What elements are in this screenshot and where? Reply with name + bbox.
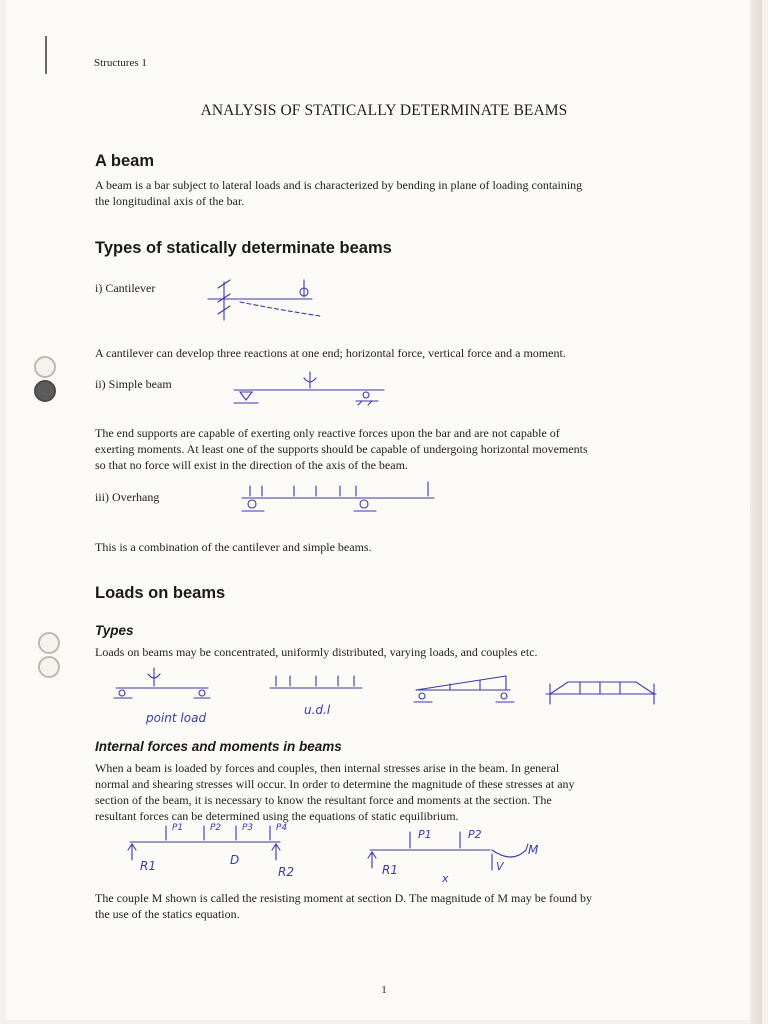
label-p1: P1 bbox=[172, 823, 184, 833]
paragraph-line: the longitudinal axis of the bar. bbox=[95, 194, 245, 208]
simple-beam-sketch bbox=[228, 368, 388, 413]
paragraph-line: This is a combination of the cantilever and simple beams. bbox=[95, 540, 372, 554]
label-m: M bbox=[528, 843, 539, 857]
label-cantilever: i) Cantilever bbox=[95, 281, 156, 295]
paragraph-line: section of the beam, it is necessary to know the resultant force and moments at the section. The bbox=[95, 793, 552, 807]
overhang-sketch bbox=[236, 478, 441, 523]
label-p3: P3 bbox=[242, 823, 254, 833]
cantilever-sketch bbox=[200, 272, 330, 327]
label-right-p2: P2 bbox=[468, 828, 482, 841]
internal-forces-sketch bbox=[120, 820, 590, 890]
paragraph-line: A beam is a bar subject to lateral loads and is characterized by bending in plane of loading containing bbox=[95, 178, 583, 192]
paragraph-line: exerting moments. At least one of the supports should be capable of undergoing horizontal movements bbox=[95, 442, 588, 456]
paragraph-line: the use of the statics equation. bbox=[95, 907, 240, 921]
paragraph-line: resultant forces can be determined using the equations of static equilibrium. bbox=[95, 809, 459, 823]
label-p4: P4 bbox=[276, 823, 288, 833]
subheading-types: Types bbox=[95, 623, 134, 638]
paragraph-line: The end supports are capable of exerting only reactive forces upon the bar and are not capable of bbox=[95, 426, 560, 440]
paragraph-line: The couple M shown is called the resisting moment at section D. The magnitude of M may be found by bbox=[95, 891, 593, 905]
punch-hole bbox=[34, 380, 56, 402]
label-d: D bbox=[230, 853, 240, 867]
label-v: V bbox=[496, 860, 504, 873]
subheading-internal-forces: Internal forces and moments in beams bbox=[95, 739, 342, 754]
label-r2: R2 bbox=[278, 865, 294, 879]
label-p2: P2 bbox=[210, 823, 222, 833]
paragraph-line: When a beam is loaded by forces and couples, then internal stresses arise in the beam. In general bbox=[95, 761, 560, 775]
label-right-p1: P1 bbox=[418, 828, 432, 841]
note-udl: u.d.l bbox=[304, 703, 331, 717]
heading-a-beam: A beam bbox=[95, 152, 154, 170]
heading-types: Types of statically determinate beams bbox=[95, 239, 392, 257]
punch-hole bbox=[38, 632, 60, 654]
label-simple-beam: ii) Simple beam bbox=[95, 377, 172, 391]
page-number: 1 bbox=[381, 984, 387, 996]
label-x: x bbox=[442, 872, 449, 885]
load-types-sketch bbox=[110, 660, 670, 728]
label-r1: R1 bbox=[140, 859, 156, 873]
paragraph-line: so that no force will exist in the direction of the axis of the beam. bbox=[95, 458, 408, 472]
document-title: ANALYSIS OF STATICALLY DETERMINATE BEAMS bbox=[200, 102, 568, 119]
label-right-r1: R1 bbox=[382, 863, 398, 877]
heading-loads: Loads on beams bbox=[95, 584, 226, 602]
punch-hole bbox=[38, 656, 60, 678]
note-point-load: point load bbox=[146, 711, 207, 725]
label-overhang: iii) Overhang bbox=[95, 490, 160, 504]
punch-hole bbox=[34, 356, 56, 378]
paragraph-line: normal and shearing stresses will occur. In order to determine the magnitude of these stresses at any bbox=[95, 777, 575, 791]
paragraph-line: Loads on beams may be concentrated, uniformly distributed, varying loads, and couples etc. bbox=[95, 645, 538, 659]
page-edge bbox=[750, 0, 762, 1024]
paragraph-line: A cantilever can develop three reactions at one end; horizontal force, vertical force and a moment. bbox=[95, 346, 566, 360]
running-header: Structures 1 bbox=[94, 57, 147, 69]
margin-mark bbox=[45, 36, 47, 74]
